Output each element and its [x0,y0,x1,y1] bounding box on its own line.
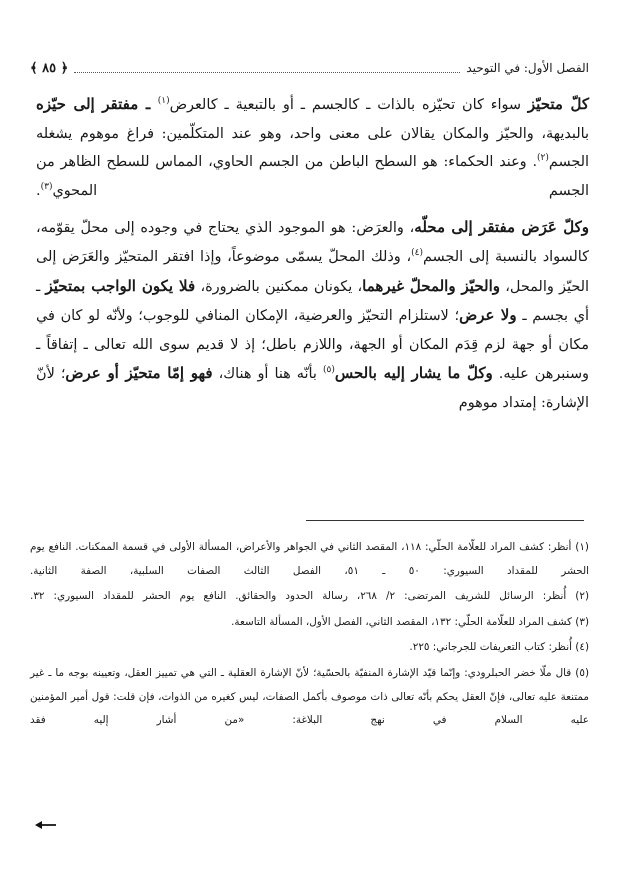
footnote-ref-3[interactable]: (٣) [40,181,53,192]
main-text [36,90,589,418]
text-run: بأنّه هنا أو هناك، [212,366,323,383]
page-number: ﴿ ٨٥ ﴾ [30,60,69,76]
text-run: بالبديهة، والحيّز والمكان يقالان على معنى واحد، وهو عند المتكلّمين: فراغ موهوم يشغله الجسم [36,125,589,171]
bold-phrase: كلّ متحيّز [527,95,589,113]
bold-phrase: ولا عرض [459,306,517,325]
footnote-ref-2[interactable]: (٢) [537,153,549,164]
footnotes [30,536,589,735]
bold-phrase: فلا يكون الواجب بمتحيّز [45,276,196,295]
text-run: سواء كان تحيّزه بالذات ـ كالجسم ـ أو بالتبعية ـ كالعرض [169,97,528,113]
text-run: . وعند الحكماء: هو السطح الباطن من الجسم الحاوي، المماس للسطح الظاهر من الجسم المحوي [36,154,589,199]
footnote-ref-1[interactable]: (١) [157,96,170,107]
bold-phrase: وكلّ عَرَض مفتقر إلى محلّه [414,218,589,237]
text-run: ، والعرَض: هو الموجود الذي يحتاج في وجوده إلى محلّ يقوّمه، كالسواد بالنسبة إلى الجسم [36,220,590,265]
paragraph-1 [36,90,589,205]
footnote-2: (٢) أُنظر: الرسائل للشريف المرتضى: ٢/ ٢٦٨، رسالة الحدود والحقائق. النافع يوم الحشر للمقداد السيوري: ٣٢. [30,590,589,603]
footnote-3: (٣) كشف المراد للعلّامة الحلّي: ١٣٢، المقصد الثاني، الفصل الأول، المسألة التاسعة. [231,615,589,628]
text-run: ، وذلك المحلّ يسمّى موضوعاً، وإذا افتقر المتحيّز والعَرَض إلى الحيّز والمحل، [36,248,590,295]
bold-phrase: فهو إمّا متحيّز أو عرض [65,364,213,383]
text-run: . [36,182,41,199]
running-header [30,56,589,80]
text-run: ؛ لأنّ الإشارة: إمتداد موهوم [36,366,589,411]
paragraph-2 [36,213,589,417]
header-dotted-leader [74,64,460,73]
footnote-ref-4[interactable]: (٤) [411,248,423,259]
text-run: ؛ لاستلزام التحيّز والعرضية، الإمكان المنافي للوجوب؛ ولأنّه لو كان في مكان أو جهة لزم قِدَم المكان أو الجهة، واللازم باطل؛ إذ لا قديم سوى الله تعالى ـ إتفاقاً ـ وسنبرهن عليه. [36,308,589,383]
left-arrow-icon [35,820,57,830]
footnote-4: (٤) أُنظر: كتاب التعريفات للجرجاني: ٢٢٥. [409,641,589,654]
bold-phrase: ـ مفتقر إلى حيّزه [36,95,158,113]
text-run: ، يكونان ممكنين بالضرورة، [195,278,363,295]
footnote-5: (٥) قال ملّا خضر الحبلرودي: وإنّما قيّد الإشارة المنفيّة بالحسّية؛ لأنّ الإشارة العقلية ـ التي هي تمييز العقل، وتعيينه بوجه ما ـ غير ممتنعة عليه تعالى، فإنّ العقل يحكم بأنّه تعالى ذات موصوف بأكمل الصفات، ليس كغيره من الذوات، فإن قلت: قول أمير المؤمنين عليه السلام في نهج البلاغة: «من أشار إليه فقد [30,666,589,727]
footnote-separator [306,520,584,521]
footnote-ref-5[interactable]: (٥) [322,365,335,376]
chapter-title: الفصل الأول: في التوحيد [466,61,589,75]
text-run: ـ أي بجسم ـ [36,278,589,325]
footnote-1: (١) أنظر: كشف المراد للعلّامة الحلّي: ١١٨، المقصد الثاني في الجواهر والأعراض، المسألة الأولى في قسمة الممكنات. النافع يوم الحشر للمقداد السيوري: ٥٠ ـ ٥١، الفصل الثالث الصفات السلبية، الصفة الثانية. [30,541,589,577]
bold-phrase: وكلّ ما يشار إليه بالحس [334,364,493,383]
bold-phrase: والحيّز والمحلّ غيرهما [362,276,500,295]
